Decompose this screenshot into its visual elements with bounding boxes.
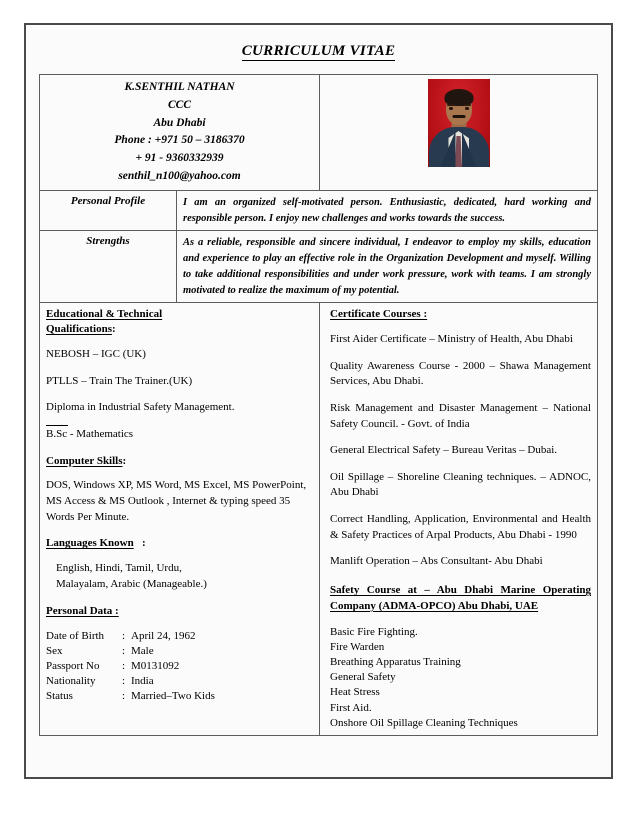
personal-data-sep: : (122, 660, 126, 673)
education-item: PTLLS – Train The Trainer.(UK) (46, 374, 193, 387)
cv-table (39, 74, 598, 736)
computer-skills-heading-colon: : (122, 454, 127, 467)
personal-data-heading (46, 604, 313, 619)
certificate-course-item: Correct Handling, Application, Environmental and Health & Safety Practices of Arpal Products, Abu Dhabi - 1990 (330, 513, 591, 541)
safety-course-item: Fire Warden (330, 640, 385, 653)
personal-profile-label: Personal Profile (40, 190, 177, 231)
personal-data-heading-text: Personal Data : (46, 604, 119, 617)
personal-data-table (46, 629, 313, 705)
personal-data-key: Passport No (46, 660, 100, 673)
languages-line: English, Hindi, Tamil, Urdu, (56, 562, 182, 575)
body-row (40, 303, 598, 736)
personal-data-value: April 24, 1962 (131, 629, 196, 642)
page-title (26, 43, 611, 60)
certificate-course-item: Manlift Operation – Abs Consultant- Abu Dhabi (330, 555, 543, 568)
education-item: B.Sc - Mathematics (46, 427, 134, 440)
photo-eye-left (449, 107, 453, 110)
personal-data-key: Sex (46, 644, 63, 657)
computer-skills-heading (46, 454, 313, 469)
computer-skills-heading-text: Computer Skills (46, 454, 123, 467)
left-column (40, 303, 320, 736)
safety-course-item: Onshore Oil Spillage Cleaning Techniques (330, 716, 518, 729)
table-row (46, 659, 313, 674)
personal-profile-row (40, 190, 598, 231)
certificate-course-item: First Aider Certificate – Ministry of Health, Abu Dhabi (330, 333, 573, 346)
photo-eye-right (465, 107, 469, 110)
phone-primary: Phone : +971 50 – 3186370 (114, 134, 245, 147)
cv-page (24, 23, 613, 779)
phone-secondary: + 91 - 9360332939 (135, 152, 224, 165)
safety-course-item: Heat Stress (330, 686, 380, 699)
strengths-row (40, 231, 598, 303)
certificate-course-item: Risk Management and Disaster Management – National Safety Council. - Govt. of India (330, 402, 591, 430)
candidate-location: Abu Dhabi (153, 116, 206, 129)
right-column (320, 303, 598, 736)
education-heading-colon: : (112, 323, 116, 336)
personal-data-key: Status (46, 690, 73, 703)
certificate-course-item: Oil Spillage – Shoreline Cleaning techniques. – ADNOC, Abu Dhabi (330, 470, 591, 499)
personal-data-value: Male (131, 644, 154, 657)
email-address: senthil_n100@yahoo.com (118, 170, 241, 183)
personal-data-sep: : (122, 690, 126, 703)
table-row (46, 644, 313, 659)
computer-skills-text: DOS, Windows XP, MS Word, MS Excel, MS PowerPoint, MS Access & MS Outlook , Internet & typing speed 35 Words Per Minute. (46, 479, 307, 523)
photo-moustache (452, 115, 465, 118)
certificate-course-item: Quality Awareness Course - 2000 – Shawa Management Services, Abu Dhabi. (330, 359, 591, 388)
certificate-courses-heading-text: Certificate Courses : (330, 308, 428, 321)
safety-course-item: First Aid. (330, 701, 372, 714)
safety-course-item: General Safety (330, 671, 396, 684)
personal-data-value: M0131092 (131, 660, 180, 673)
header-row (40, 75, 598, 191)
safety-course-item: Breathing Apparatus Training (330, 656, 461, 669)
personal-data-sep: : (122, 675, 126, 688)
photo-eyebrow-left (447, 104, 455, 106)
certificate-course-item: General Electrical Safety – Bureau Veritas – Dubai. (330, 444, 558, 457)
personal-data-key: Nationality (46, 675, 96, 688)
candidate-name: K.SENTHIL NATHAN (124, 81, 235, 93)
personal-data-value: India (131, 675, 154, 688)
personal-data-sep: : (122, 629, 126, 642)
education-item: Diploma in Industrial Safety Management. (46, 401, 235, 414)
languages-list (46, 561, 313, 593)
stray-rule (46, 425, 68, 426)
strengths-text: As a reliable, responsible and sincere individual, I endeavor to employ my skills, education and experience to play an effective role in the Organization Development and myself. Willing to take additional responsibilities and under work pressure, work with teams. I am strongly motivated to realize the maximum of my potential. (177, 231, 598, 303)
personal-data-key: Date of Birth (46, 629, 105, 642)
table-row (46, 689, 313, 704)
safety-course-heading: Safety Course at – Abu Dhabi Marine Operating Company (ADMA-OPCO) Abu Dhabi, UAE (330, 583, 591, 612)
languages-line: Malayalam, Arabic (Manageable.) (56, 577, 207, 590)
photo-eyebrow-right (463, 104, 471, 106)
avatar (428, 79, 490, 167)
safety-course-item: Basic Fire Fighting. (330, 625, 418, 638)
languages-heading-text: Languages Known (46, 537, 134, 550)
languages-heading-colon: : (141, 537, 146, 550)
education-heading-line1: Educational & Technical (46, 308, 163, 321)
personal-profile-text: I am an organized self-motivated person. Enthusiastic, dedicated, hard working and responsible person. I enjoy new challenges and works towards the success. (177, 190, 598, 231)
strengths-label: Strengths (40, 231, 177, 303)
education-heading (46, 307, 313, 337)
candidate-designation: CCC (167, 98, 191, 111)
table-row (46, 629, 313, 644)
photo-cell (320, 75, 598, 191)
certificate-courses-heading (330, 307, 591, 322)
contact-block (40, 75, 320, 191)
personal-data-value: Married–Two Kids (131, 690, 215, 703)
page-title-text: CURRICULUM VITAE (241, 43, 396, 59)
education-item: NEBOSH – IGC (UK) (46, 348, 146, 361)
table-row (46, 674, 313, 689)
personal-data-sep: : (122, 644, 126, 657)
education-heading-line2: Qualifications (46, 323, 113, 336)
languages-heading (46, 536, 313, 551)
safety-course-list (330, 625, 591, 731)
